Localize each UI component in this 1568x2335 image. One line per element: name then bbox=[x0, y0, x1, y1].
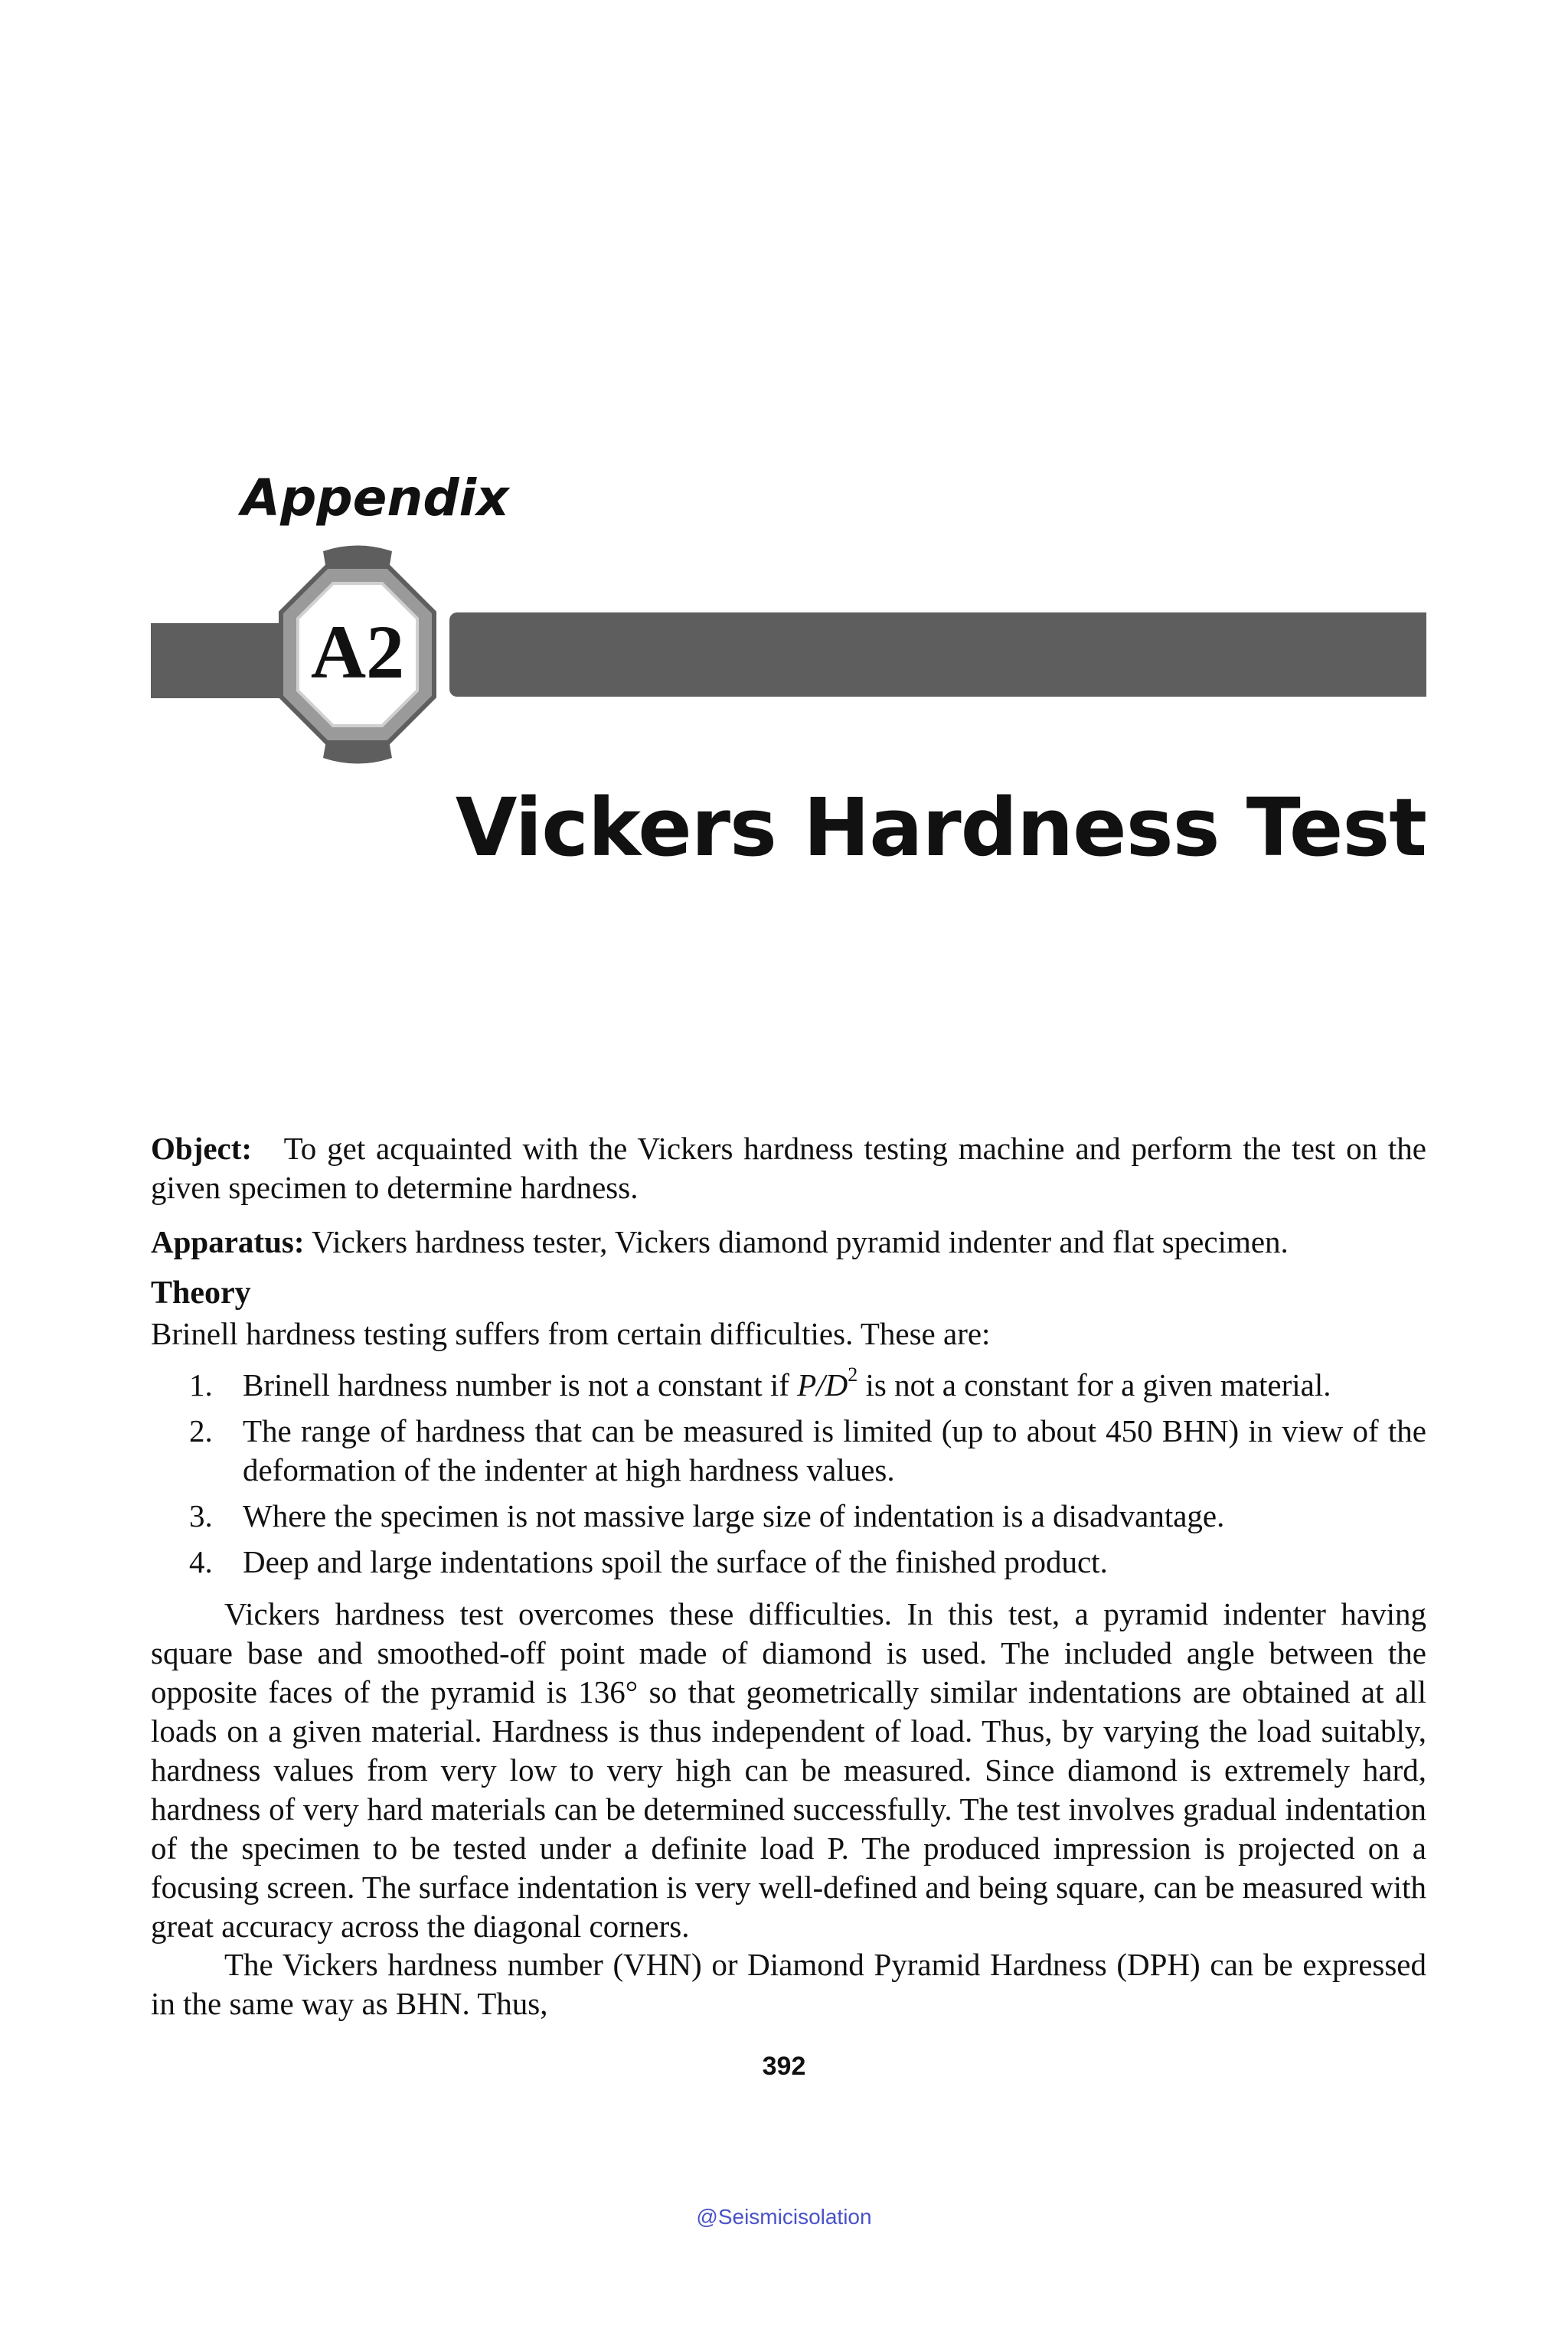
list-item-number: 2. bbox=[189, 1413, 213, 1448]
list-item-text: Deep and large indentations spoil the surface of the finished product. bbox=[243, 1544, 1108, 1579]
difficulties-list bbox=[151, 1363, 1426, 1589]
list-item bbox=[151, 1543, 1426, 1582]
body-paragraph-vhn: The Vickers hardness number (VHN) or Diamond Pyramid Hardness (DPH) can be expressed in the same way as BHN. Thus, bbox=[151, 1947, 1426, 2021]
list-item-text-before: Brinell hardness number is not a constant if bbox=[243, 1367, 798, 1403]
page-number: 392 bbox=[762, 2052, 806, 2081]
apparatus-paragraph bbox=[151, 1223, 1426, 1262]
list-item-number: 1. bbox=[189, 1367, 213, 1403]
list-item-number: 3. bbox=[189, 1498, 213, 1533]
chapter-banner bbox=[151, 609, 1426, 697]
list-item-text: Where the specimen is not massive large size of indentation is a disadvantage. bbox=[243, 1498, 1225, 1533]
apparatus-text: Vickers hardness tester, Vickers diamond pyramid indenter and flat specimen. bbox=[312, 1224, 1289, 1259]
list-item-superscript: 2 bbox=[848, 1363, 858, 1386]
list-item bbox=[151, 1497, 1426, 1536]
theory-intro: Brinell hardness testing suffers from certain difficulties. These are: bbox=[151, 1316, 991, 1351]
list-item bbox=[151, 1363, 1426, 1405]
chapter-badge-icon bbox=[243, 536, 472, 781]
list-item-math: P/D bbox=[797, 1367, 848, 1403]
list-item-text: The range of hardness that can be measured is limited (up to about 450 BHN) in view of the deformation of the indenter at high hardness values. bbox=[243, 1413, 1426, 1488]
svg-text:A2: A2 bbox=[310, 609, 405, 694]
theory-heading: Theory bbox=[151, 1275, 251, 1311]
banner-bar-right bbox=[449, 612, 1426, 697]
chapter-title: Vickers Hardness Test bbox=[455, 781, 1426, 874]
list-item-number: 4. bbox=[189, 1544, 213, 1579]
body-paragraph-vickers-test: Vickers hardness test overcomes these difficulties. In this test, a pyramid indenter having square base and smoothed-off point made of diamond is used. The included angle between the opposite faces of the pyramid is 136° so that geometrically similar indentations are obtained at all loads on a given material. Hardness is thus independent of load. Thus, by varying the load suitably, hardness values from very low to very high can be measured. Since diamond is extremely hard, hardness of very hard materials can be determined successfully. The test involves gradual indentation of the specimen to be tested under a definite load P. The produced impression is projected on a focusing screen. The surface indentation is very well-defined and being square, can be measured with great accuracy across the diagonal corners. bbox=[151, 1596, 1426, 1944]
list-item-text-after: is not a constant for a given material. bbox=[858, 1367, 1331, 1403]
watermark: @Seismicisolation bbox=[696, 2205, 872, 2229]
appendix-label: Appendix bbox=[241, 469, 509, 527]
apparatus-label: Apparatus: bbox=[151, 1224, 305, 1259]
object-paragraph bbox=[151, 1129, 1426, 1207]
object-text: To get acquainted with the Vickers hardness testing machine and perform the test on the given specimen to determine hardness. bbox=[151, 1131, 1427, 1205]
list-item bbox=[151, 1412, 1426, 1490]
object-label: Object: bbox=[151, 1131, 253, 1166]
